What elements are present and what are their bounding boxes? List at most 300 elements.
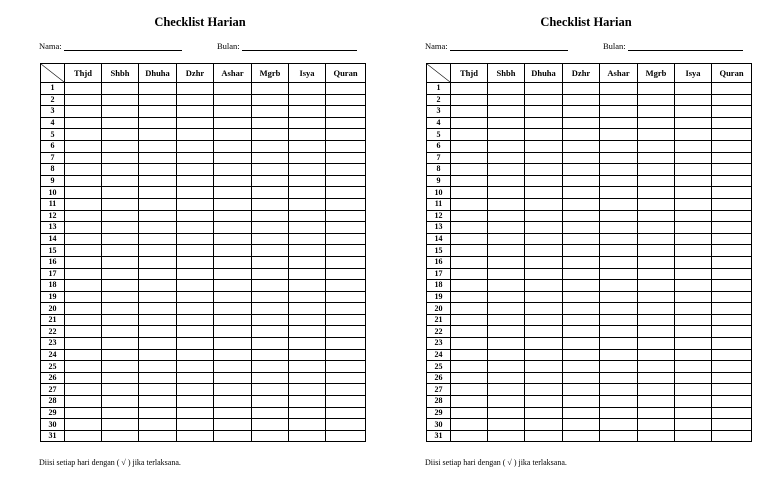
check-cell[interactable] xyxy=(214,152,252,164)
check-cell[interactable] xyxy=(289,372,326,384)
check-cell[interactable] xyxy=(289,117,326,129)
check-cell[interactable] xyxy=(488,175,525,187)
check-cell[interactable] xyxy=(712,280,752,292)
check-cell[interactable] xyxy=(177,338,214,350)
check-cell[interactable] xyxy=(289,94,326,106)
check-cell[interactable] xyxy=(214,384,252,396)
check-cell[interactable] xyxy=(563,407,600,419)
check-cell[interactable] xyxy=(675,396,712,408)
check-cell[interactable] xyxy=(65,338,102,350)
check-cell[interactable] xyxy=(252,187,289,199)
check-cell[interactable] xyxy=(638,396,675,408)
check-cell[interactable] xyxy=(289,187,326,199)
check-cell[interactable] xyxy=(525,152,563,164)
check-cell[interactable] xyxy=(214,83,252,95)
check-cell[interactable] xyxy=(252,407,289,419)
check-cell[interactable] xyxy=(139,129,177,141)
check-cell[interactable] xyxy=(712,338,752,350)
check-cell[interactable] xyxy=(139,268,177,280)
check-cell[interactable] xyxy=(600,198,638,210)
check-cell[interactable] xyxy=(488,419,525,431)
check-cell[interactable] xyxy=(675,291,712,303)
check-cell[interactable] xyxy=(638,140,675,152)
check-cell[interactable] xyxy=(289,140,326,152)
check-cell[interactable] xyxy=(252,419,289,431)
check-cell[interactable] xyxy=(488,256,525,268)
check-cell[interactable] xyxy=(451,326,488,338)
check-cell[interactable] xyxy=(252,349,289,361)
check-cell[interactable] xyxy=(638,222,675,234)
check-cell[interactable] xyxy=(638,361,675,373)
check-cell[interactable] xyxy=(102,83,139,95)
check-cell[interactable] xyxy=(252,233,289,245)
check-cell[interactable] xyxy=(177,129,214,141)
check-cell[interactable] xyxy=(252,210,289,222)
check-cell[interactable] xyxy=(675,187,712,199)
check-cell[interactable] xyxy=(563,175,600,187)
check-cell[interactable] xyxy=(600,210,638,222)
check-cell[interactable] xyxy=(675,430,712,442)
check-cell[interactable] xyxy=(289,129,326,141)
check-cell[interactable] xyxy=(289,349,326,361)
check-cell[interactable] xyxy=(638,210,675,222)
check-cell[interactable] xyxy=(675,117,712,129)
check-cell[interactable] xyxy=(600,187,638,199)
check-cell[interactable] xyxy=(326,245,366,257)
check-cell[interactable] xyxy=(638,129,675,141)
check-cell[interactable] xyxy=(139,256,177,268)
check-cell[interactable] xyxy=(712,106,752,118)
check-cell[interactable] xyxy=(326,140,366,152)
check-cell[interactable] xyxy=(214,210,252,222)
check-cell[interactable] xyxy=(252,175,289,187)
check-cell[interactable] xyxy=(563,430,600,442)
check-cell[interactable] xyxy=(451,268,488,280)
check-cell[interactable] xyxy=(177,210,214,222)
check-cell[interactable] xyxy=(214,291,252,303)
check-cell[interactable] xyxy=(488,245,525,257)
check-cell[interactable] xyxy=(214,338,252,350)
check-cell[interactable] xyxy=(675,372,712,384)
check-cell[interactable] xyxy=(326,384,366,396)
check-cell[interactable] xyxy=(451,372,488,384)
check-cell[interactable] xyxy=(139,338,177,350)
check-cell[interactable] xyxy=(139,152,177,164)
check-cell[interactable] xyxy=(102,430,139,442)
check-cell[interactable] xyxy=(675,419,712,431)
check-cell[interactable] xyxy=(712,384,752,396)
check-cell[interactable] xyxy=(214,361,252,373)
check-cell[interactable] xyxy=(252,256,289,268)
check-cell[interactable] xyxy=(525,372,563,384)
check-cell[interactable] xyxy=(600,106,638,118)
check-cell[interactable] xyxy=(326,129,366,141)
check-cell[interactable] xyxy=(214,314,252,326)
check-cell[interactable] xyxy=(102,245,139,257)
check-cell[interactable] xyxy=(675,140,712,152)
check-cell[interactable] xyxy=(638,372,675,384)
check-cell[interactable] xyxy=(563,280,600,292)
check-cell[interactable] xyxy=(102,256,139,268)
check-cell[interactable] xyxy=(326,326,366,338)
check-cell[interactable] xyxy=(252,245,289,257)
check-cell[interactable] xyxy=(214,106,252,118)
check-cell[interactable] xyxy=(252,396,289,408)
check-cell[interactable] xyxy=(102,291,139,303)
check-cell[interactable] xyxy=(451,338,488,350)
check-cell[interactable] xyxy=(252,291,289,303)
check-cell[interactable] xyxy=(675,384,712,396)
check-cell[interactable] xyxy=(289,175,326,187)
check-cell[interactable] xyxy=(214,222,252,234)
check-cell[interactable] xyxy=(638,419,675,431)
check-cell[interactable] xyxy=(675,129,712,141)
check-cell[interactable] xyxy=(675,94,712,106)
check-cell[interactable] xyxy=(638,303,675,315)
check-cell[interactable] xyxy=(525,384,563,396)
check-cell[interactable] xyxy=(488,268,525,280)
check-cell[interactable] xyxy=(65,291,102,303)
check-cell[interactable] xyxy=(563,349,600,361)
check-cell[interactable] xyxy=(525,187,563,199)
check-cell[interactable] xyxy=(177,164,214,176)
check-cell[interactable] xyxy=(488,349,525,361)
check-cell[interactable] xyxy=(252,430,289,442)
check-cell[interactable] xyxy=(65,140,102,152)
check-cell[interactable] xyxy=(600,280,638,292)
check-cell[interactable] xyxy=(177,175,214,187)
check-cell[interactable] xyxy=(214,407,252,419)
check-cell[interactable] xyxy=(638,326,675,338)
check-cell[interactable] xyxy=(252,152,289,164)
check-cell[interactable] xyxy=(712,152,752,164)
check-cell[interactable] xyxy=(712,326,752,338)
check-cell[interactable] xyxy=(289,384,326,396)
check-cell[interactable] xyxy=(289,233,326,245)
check-cell[interactable] xyxy=(563,222,600,234)
check-cell[interactable] xyxy=(65,187,102,199)
check-cell[interactable] xyxy=(451,198,488,210)
check-cell[interactable] xyxy=(65,314,102,326)
check-cell[interactable] xyxy=(289,268,326,280)
check-cell[interactable] xyxy=(563,245,600,257)
check-cell[interactable] xyxy=(488,338,525,350)
check-cell[interactable] xyxy=(488,140,525,152)
check-cell[interactable] xyxy=(600,164,638,176)
check-cell[interactable] xyxy=(252,222,289,234)
check-cell[interactable] xyxy=(712,164,752,176)
check-cell[interactable] xyxy=(638,187,675,199)
check-cell[interactable] xyxy=(675,361,712,373)
check-cell[interactable] xyxy=(563,198,600,210)
check-cell[interactable] xyxy=(600,83,638,95)
check-cell[interactable] xyxy=(525,129,563,141)
check-cell[interactable] xyxy=(289,245,326,257)
check-cell[interactable] xyxy=(214,140,252,152)
check-cell[interactable] xyxy=(525,338,563,350)
check-cell[interactable] xyxy=(488,164,525,176)
check-cell[interactable] xyxy=(563,384,600,396)
check-cell[interactable] xyxy=(252,280,289,292)
check-cell[interactable] xyxy=(600,222,638,234)
check-cell[interactable] xyxy=(600,117,638,129)
check-cell[interactable] xyxy=(451,129,488,141)
check-cell[interactable] xyxy=(326,117,366,129)
check-cell[interactable] xyxy=(65,83,102,95)
check-cell[interactable] xyxy=(600,372,638,384)
check-cell[interactable] xyxy=(252,384,289,396)
check-cell[interactable] xyxy=(139,326,177,338)
check-cell[interactable] xyxy=(488,372,525,384)
check-cell[interactable] xyxy=(65,326,102,338)
check-cell[interactable] xyxy=(600,256,638,268)
check-cell[interactable] xyxy=(177,314,214,326)
check-cell[interactable] xyxy=(65,396,102,408)
check-cell[interactable] xyxy=(600,338,638,350)
check-cell[interactable] xyxy=(563,129,600,141)
check-cell[interactable] xyxy=(65,222,102,234)
check-cell[interactable] xyxy=(638,198,675,210)
check-cell[interactable] xyxy=(525,291,563,303)
check-cell[interactable] xyxy=(102,268,139,280)
check-cell[interactable] xyxy=(525,256,563,268)
check-cell[interactable] xyxy=(451,152,488,164)
check-cell[interactable] xyxy=(675,106,712,118)
check-cell[interactable] xyxy=(326,94,366,106)
check-cell[interactable] xyxy=(712,291,752,303)
check-cell[interactable] xyxy=(326,372,366,384)
check-cell[interactable] xyxy=(451,419,488,431)
check-cell[interactable] xyxy=(214,175,252,187)
check-cell[interactable] xyxy=(102,94,139,106)
check-cell[interactable] xyxy=(139,245,177,257)
check-cell[interactable] xyxy=(102,233,139,245)
check-cell[interactable] xyxy=(102,280,139,292)
check-cell[interactable] xyxy=(252,164,289,176)
check-cell[interactable] xyxy=(638,117,675,129)
check-cell[interactable] xyxy=(102,106,139,118)
check-cell[interactable] xyxy=(451,361,488,373)
check-cell[interactable] xyxy=(712,245,752,257)
check-cell[interactable] xyxy=(289,152,326,164)
check-cell[interactable] xyxy=(65,268,102,280)
check-cell[interactable] xyxy=(289,106,326,118)
check-cell[interactable] xyxy=(525,117,563,129)
check-cell[interactable] xyxy=(712,256,752,268)
check-cell[interactable] xyxy=(675,314,712,326)
check-cell[interactable] xyxy=(177,187,214,199)
check-cell[interactable] xyxy=(102,396,139,408)
check-cell[interactable] xyxy=(326,349,366,361)
check-cell[interactable] xyxy=(525,222,563,234)
check-cell[interactable] xyxy=(712,83,752,95)
check-cell[interactable] xyxy=(488,106,525,118)
check-cell[interactable] xyxy=(65,152,102,164)
check-cell[interactable] xyxy=(326,396,366,408)
check-cell[interactable] xyxy=(638,94,675,106)
check-cell[interactable] xyxy=(65,384,102,396)
check-cell[interactable] xyxy=(638,291,675,303)
check-cell[interactable] xyxy=(326,164,366,176)
check-cell[interactable] xyxy=(214,198,252,210)
check-cell[interactable] xyxy=(488,430,525,442)
check-cell[interactable] xyxy=(638,164,675,176)
check-cell[interactable] xyxy=(289,83,326,95)
check-cell[interactable] xyxy=(177,291,214,303)
check-cell[interactable] xyxy=(600,349,638,361)
check-cell[interactable] xyxy=(177,384,214,396)
check-cell[interactable] xyxy=(600,129,638,141)
check-cell[interactable] xyxy=(712,94,752,106)
check-cell[interactable] xyxy=(600,326,638,338)
check-cell[interactable] xyxy=(451,117,488,129)
check-cell[interactable] xyxy=(712,372,752,384)
check-cell[interactable] xyxy=(563,140,600,152)
check-cell[interactable] xyxy=(326,314,366,326)
check-cell[interactable] xyxy=(65,198,102,210)
check-cell[interactable] xyxy=(525,94,563,106)
check-cell[interactable] xyxy=(65,407,102,419)
check-cell[interactable] xyxy=(65,106,102,118)
check-cell[interactable] xyxy=(451,187,488,199)
check-cell[interactable] xyxy=(214,430,252,442)
check-cell[interactable] xyxy=(488,407,525,419)
check-cell[interactable] xyxy=(252,268,289,280)
check-cell[interactable] xyxy=(563,314,600,326)
check-cell[interactable] xyxy=(177,222,214,234)
check-cell[interactable] xyxy=(289,256,326,268)
check-cell[interactable] xyxy=(712,396,752,408)
check-cell[interactable] xyxy=(214,117,252,129)
check-cell[interactable] xyxy=(252,361,289,373)
check-cell[interactable] xyxy=(65,280,102,292)
check-cell[interactable] xyxy=(214,419,252,431)
check-cell[interactable] xyxy=(451,83,488,95)
check-cell[interactable] xyxy=(252,314,289,326)
check-cell[interactable] xyxy=(525,361,563,373)
check-cell[interactable] xyxy=(675,326,712,338)
check-cell[interactable] xyxy=(525,83,563,95)
check-cell[interactable] xyxy=(675,198,712,210)
check-cell[interactable] xyxy=(451,384,488,396)
check-cell[interactable] xyxy=(563,106,600,118)
check-cell[interactable] xyxy=(65,361,102,373)
check-cell[interactable] xyxy=(65,94,102,106)
check-cell[interactable] xyxy=(214,280,252,292)
check-cell[interactable] xyxy=(252,198,289,210)
check-cell[interactable] xyxy=(326,83,366,95)
check-cell[interactable] xyxy=(675,349,712,361)
check-cell[interactable] xyxy=(712,361,752,373)
check-cell[interactable] xyxy=(451,314,488,326)
check-cell[interactable] xyxy=(525,314,563,326)
check-cell[interactable] xyxy=(638,233,675,245)
check-cell[interactable] xyxy=(139,291,177,303)
check-cell[interactable] xyxy=(139,94,177,106)
check-cell[interactable] xyxy=(451,407,488,419)
check-cell[interactable] xyxy=(712,222,752,234)
check-cell[interactable] xyxy=(139,314,177,326)
check-cell[interactable] xyxy=(139,187,177,199)
check-cell[interactable] xyxy=(563,396,600,408)
check-cell[interactable] xyxy=(638,152,675,164)
check-cell[interactable] xyxy=(177,245,214,257)
check-cell[interactable] xyxy=(638,407,675,419)
check-cell[interactable] xyxy=(65,175,102,187)
check-cell[interactable] xyxy=(712,117,752,129)
check-cell[interactable] xyxy=(525,407,563,419)
check-cell[interactable] xyxy=(525,198,563,210)
check-cell[interactable] xyxy=(289,396,326,408)
check-cell[interactable] xyxy=(675,164,712,176)
check-cell[interactable] xyxy=(102,361,139,373)
check-cell[interactable] xyxy=(488,326,525,338)
check-cell[interactable] xyxy=(214,326,252,338)
check-cell[interactable] xyxy=(177,303,214,315)
check-cell[interactable] xyxy=(102,187,139,199)
check-cell[interactable] xyxy=(525,175,563,187)
check-cell[interactable] xyxy=(102,314,139,326)
check-cell[interactable] xyxy=(488,314,525,326)
check-cell[interactable] xyxy=(563,268,600,280)
check-cell[interactable] xyxy=(712,314,752,326)
check-cell[interactable] xyxy=(326,198,366,210)
check-cell[interactable] xyxy=(488,396,525,408)
check-cell[interactable] xyxy=(675,280,712,292)
check-cell[interactable] xyxy=(525,245,563,257)
check-cell[interactable] xyxy=(525,419,563,431)
check-cell[interactable] xyxy=(451,175,488,187)
check-cell[interactable] xyxy=(177,407,214,419)
check-cell[interactable] xyxy=(451,349,488,361)
check-cell[interactable] xyxy=(177,268,214,280)
check-cell[interactable] xyxy=(102,303,139,315)
check-cell[interactable] xyxy=(638,338,675,350)
check-cell[interactable] xyxy=(488,83,525,95)
check-cell[interactable] xyxy=(563,419,600,431)
check-cell[interactable] xyxy=(139,419,177,431)
check-cell[interactable] xyxy=(451,256,488,268)
check-cell[interactable] xyxy=(600,361,638,373)
check-cell[interactable] xyxy=(712,140,752,152)
check-cell[interactable] xyxy=(177,94,214,106)
check-cell[interactable] xyxy=(289,338,326,350)
check-cell[interactable] xyxy=(326,419,366,431)
check-cell[interactable] xyxy=(177,83,214,95)
check-cell[interactable] xyxy=(600,175,638,187)
check-cell[interactable] xyxy=(488,94,525,106)
check-cell[interactable] xyxy=(675,152,712,164)
check-cell[interactable] xyxy=(289,291,326,303)
check-cell[interactable] xyxy=(451,396,488,408)
check-cell[interactable] xyxy=(102,117,139,129)
check-cell[interactable] xyxy=(289,314,326,326)
check-cell[interactable] xyxy=(326,187,366,199)
check-cell[interactable] xyxy=(326,210,366,222)
check-cell[interactable] xyxy=(638,268,675,280)
check-cell[interactable] xyxy=(214,268,252,280)
check-cell[interactable] xyxy=(139,361,177,373)
check-cell[interactable] xyxy=(600,268,638,280)
check-cell[interactable] xyxy=(65,117,102,129)
check-cell[interactable] xyxy=(177,106,214,118)
check-cell[interactable] xyxy=(289,198,326,210)
check-cell[interactable] xyxy=(563,338,600,350)
check-cell[interactable] xyxy=(712,303,752,315)
check-cell[interactable] xyxy=(712,349,752,361)
check-cell[interactable] xyxy=(563,210,600,222)
check-cell[interactable] xyxy=(177,419,214,431)
